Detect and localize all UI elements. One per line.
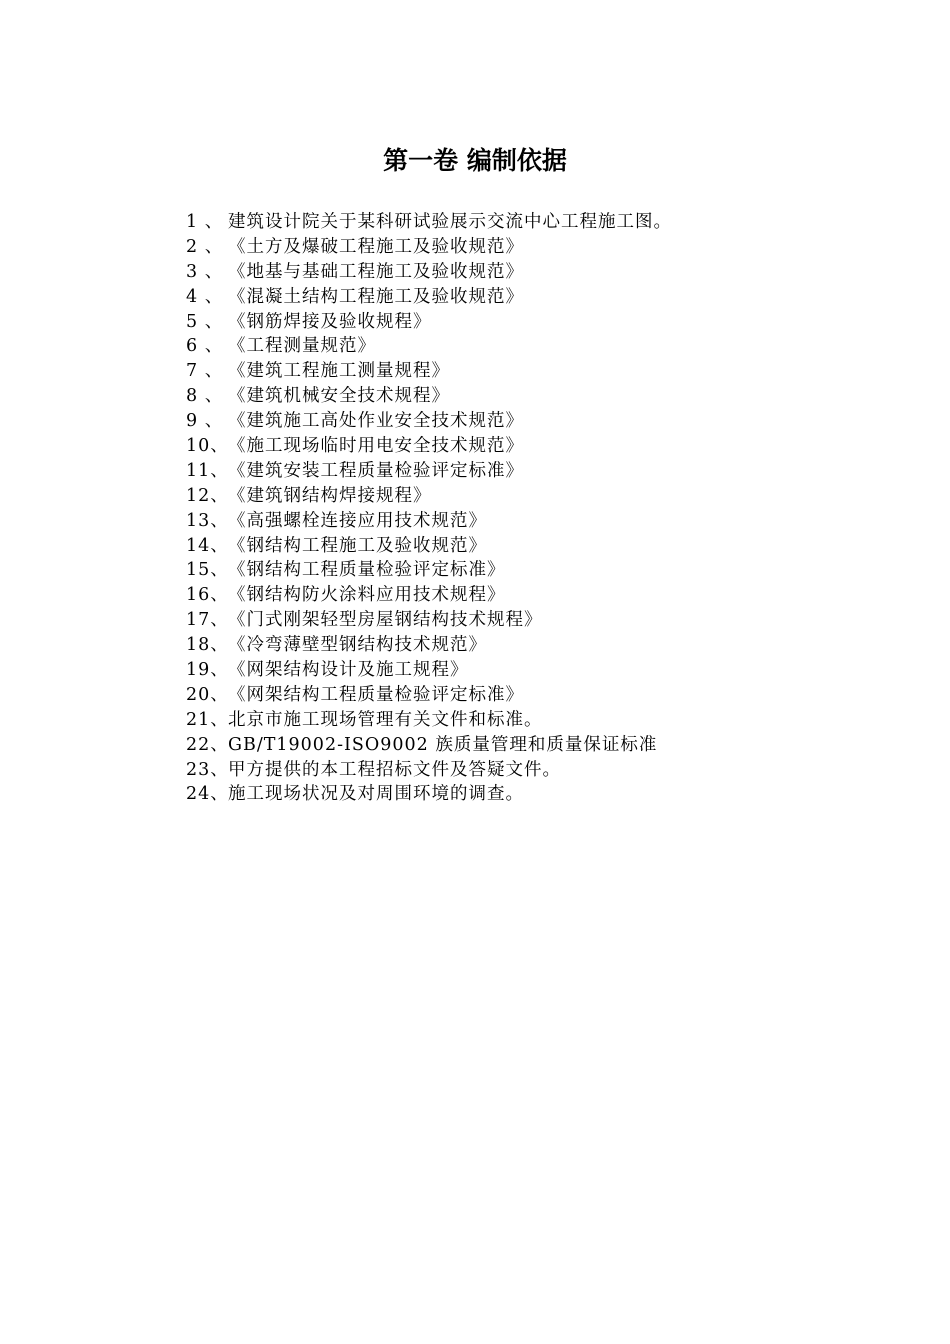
list-item-number: 19、 <box>186 660 229 681</box>
list-item <box>186 782 906 807</box>
list-item-text: 《网架结构工程质量检验评定标准》 <box>228 684 524 705</box>
list-item-text: 施工现场状况及对周围环境的调查。 <box>228 784 524 805</box>
list-item <box>186 633 906 658</box>
list-item <box>186 608 906 633</box>
list-item-text: GB/T19002-ISO9002 族质量管理和质量保证标准 <box>228 734 658 755</box>
list-item <box>186 384 906 409</box>
list-item-number: 20、 <box>186 684 229 705</box>
list-item-text: 甲方提供的本工程招标文件及答疑文件。 <box>228 759 561 780</box>
list-item-text: 《钢结构工程质量检验评定标准》 <box>228 560 506 581</box>
list-item <box>186 484 906 509</box>
list-item-text: 《土方及爆破工程施工及验收规范》 <box>228 236 524 257</box>
list-item-number: 11、 <box>186 460 229 481</box>
list-item-number: 3 、 <box>186 261 224 282</box>
list-item-text: 建筑设计院关于某科研试验展示交流中心工程施工图。 <box>228 212 672 232</box>
list-item <box>186 733 906 758</box>
list-item-text: 《钢结构工程施工及验收规范》 <box>228 535 487 556</box>
list-item <box>186 459 906 484</box>
list-item-number: 23、 <box>186 759 229 780</box>
list-item <box>186 558 906 583</box>
list-item-number: 13、 <box>186 510 229 531</box>
list-item <box>186 235 906 260</box>
list-item-number: 9 、 <box>186 411 224 432</box>
list-item-number: 18、 <box>186 635 229 656</box>
list-item <box>186 210 906 235</box>
list-item-number: 14、 <box>186 535 229 556</box>
list-item-text: 北京市施工现场管理有关文件和标准。 <box>228 709 543 730</box>
list-item <box>186 658 906 683</box>
list-item-text: 《建筑安装工程质量检验评定标准》 <box>228 460 524 481</box>
list-item-number: 7 、 <box>186 361 224 382</box>
list-item <box>186 334 906 359</box>
basis-list <box>186 210 906 807</box>
list-item-number: 24、 <box>186 784 229 805</box>
list-item <box>186 409 906 434</box>
list-item-text: 《冷弯薄壁型钢结构技术规范》 <box>228 635 487 656</box>
list-item-number: 16、 <box>186 585 229 606</box>
list-item-number: 2 、 <box>186 236 224 257</box>
list-item-text: 《施工现场临时用电安全技术规范》 <box>228 436 524 457</box>
list-item-number: 4 、 <box>186 286 224 307</box>
list-item <box>186 285 906 310</box>
list-item <box>186 583 906 608</box>
list-item <box>186 310 906 335</box>
list-item-number: 21、 <box>186 709 229 730</box>
list-item-number: 8 、 <box>186 386 224 407</box>
list-item <box>186 509 906 534</box>
list-item-text: 《地基与基础工程施工及验收规范》 <box>228 261 524 282</box>
list-item-number: 5 、 <box>186 311 224 332</box>
list-item <box>186 434 906 459</box>
list-item-number: 12、 <box>186 485 229 506</box>
list-item-text: 《建筑施工高处作业安全技术规范》 <box>228 411 524 432</box>
list-item-number: 6 、 <box>186 336 224 357</box>
list-item-text: 《混凝土结构工程施工及验收规范》 <box>228 286 524 307</box>
list-item-number: 1 、 <box>186 212 224 232</box>
list-item-text: 《网架结构设计及施工规程》 <box>228 660 469 681</box>
list-item-text: 《建筑机械安全技术规程》 <box>228 386 450 407</box>
list-item-text: 《建筑钢结构焊接规程》 <box>228 485 432 506</box>
list-item <box>186 758 906 783</box>
list-item <box>186 359 906 384</box>
list-item <box>186 534 906 559</box>
list-item <box>186 260 906 285</box>
list-item-text: 《钢结构防火涂料应用技术规程》 <box>228 585 506 606</box>
list-item-text: 《高强螺栓连接应用技术规范》 <box>228 510 487 531</box>
document-title: 第一卷 编制依据 <box>383 146 567 175</box>
list-item-text: 《门式刚架轻型房屋钢结构技术规程》 <box>228 610 543 631</box>
list-item <box>186 683 906 708</box>
list-item <box>186 708 906 733</box>
list-item-text: 《工程测量规范》 <box>228 336 376 357</box>
list-item-text: 《钢筋焊接及验收规程》 <box>228 311 432 332</box>
list-item-number: 17、 <box>186 610 229 631</box>
list-item-number: 22、 <box>186 734 229 755</box>
list-item-text: 《建筑工程施工测量规程》 <box>228 361 450 382</box>
list-item-number: 10、 <box>186 436 229 457</box>
list-item-number: 15、 <box>186 560 229 581</box>
